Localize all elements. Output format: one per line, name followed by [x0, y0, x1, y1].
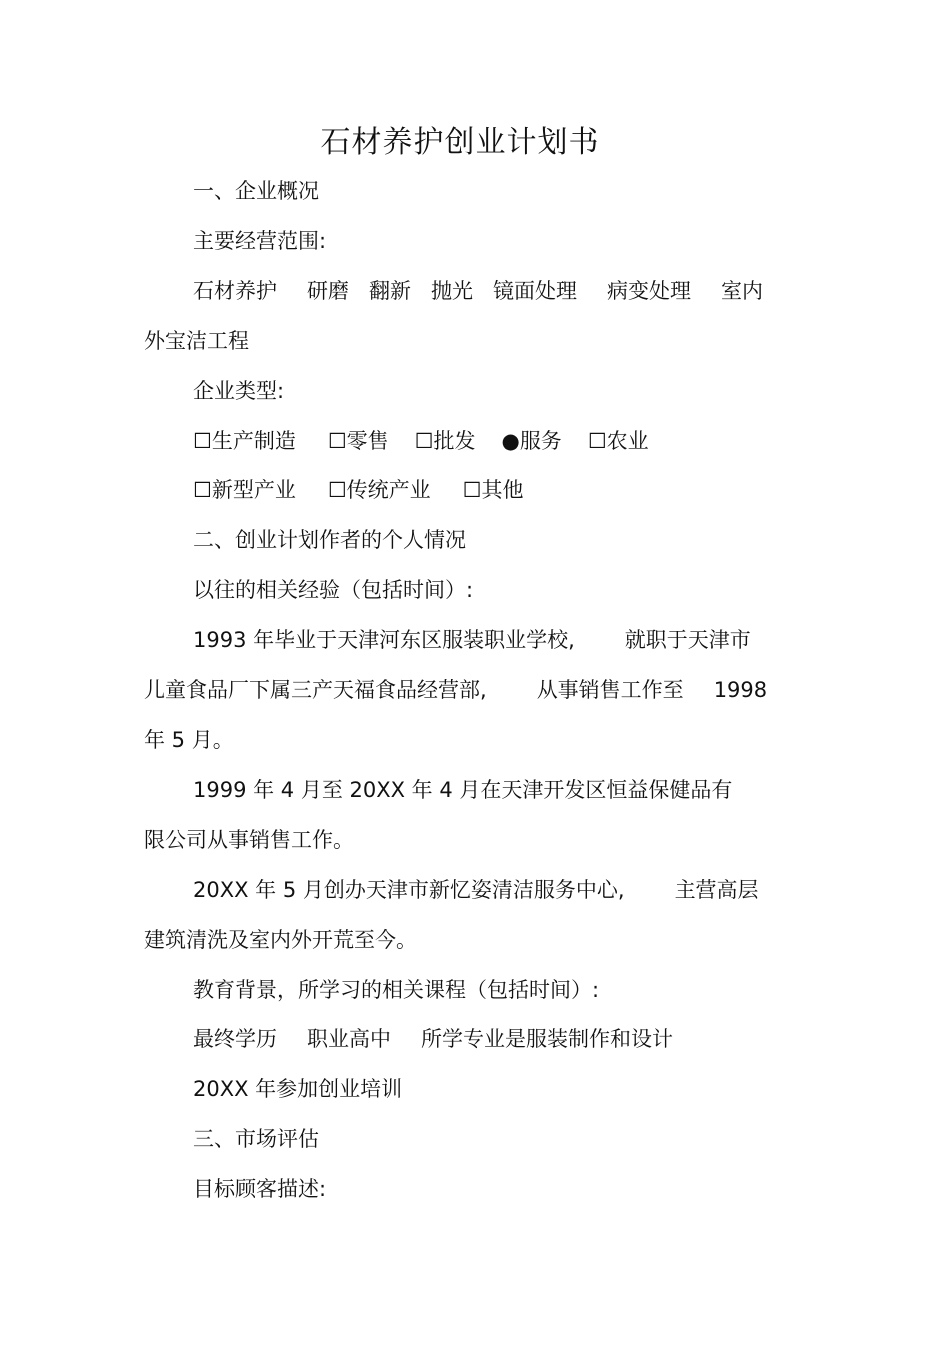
- experience-1-line2: 儿童食品厂下属三产天福食品经营部, 从事销售工作至 1998: [144, 678, 768, 702]
- experience-3-line2: 建筑清洗及室内外开荒至今。: [144, 928, 417, 952]
- business-type-options-row2: [193, 475, 523, 505]
- experience-label: 以往的相关经验（包括时间）:: [193, 578, 474, 602]
- type-option-traditional-industry: ☐传统产业: [328, 475, 431, 505]
- target-customer-label: 目标顾客描述:: [193, 1177, 327, 1201]
- scope-item: 室内: [721, 279, 763, 303]
- experience-2-line2: 限公司从事销售工作。: [144, 828, 354, 852]
- education-label: 教育背景，所学习的相关课程（包括时间）:: [193, 978, 600, 1002]
- experience-3-line1: 20XX 年 5 月创办天津市新忆姿清洁服务中心, 主营高层: [193, 878, 759, 902]
- scope-item: 石材养护: [193, 279, 277, 303]
- type-option-manufacturing: ☐生产制造: [193, 426, 296, 456]
- experience-1-line1: 1993 年毕业于天津河东区服装职业学校, 就职于天津市: [193, 628, 751, 652]
- document-title: 石材养护创业计划书: [320, 125, 600, 160]
- business-type-options-row1: [193, 426, 649, 456]
- training-record: 20XX 年参加创业培训: [193, 1077, 403, 1101]
- type-option-service: ●服务: [501, 426, 561, 456]
- type-option-wholesale: ☐批发: [415, 426, 476, 456]
- scope-item: 抛光: [431, 279, 473, 303]
- section-heading-overview: 一、企业概况: [193, 179, 319, 203]
- filled-circle-icon: ●: [501, 429, 520, 453]
- scope-item: 翻新: [369, 279, 411, 303]
- business-type-label: 企业类型:: [193, 379, 285, 403]
- checkbox-icon: ☐: [462, 478, 482, 502]
- scope-item: 研磨: [307, 279, 349, 303]
- checkbox-icon: ☐: [327, 478, 347, 502]
- checkbox-icon: ☐: [587, 429, 607, 453]
- type-option-other: ☐其他: [463, 475, 524, 505]
- education-details: 最终学历 职业高中 所学专业是服装制作和设计: [193, 1027, 673, 1051]
- checkbox-icon: ☐: [193, 429, 212, 453]
- business-scope-label: 主要经营范围:: [193, 229, 327, 253]
- type-option-agriculture: ☐农业: [588, 426, 649, 456]
- type-option-new-industry: ☐新型产业: [193, 475, 296, 505]
- section-heading-market: 三、市场评估: [193, 1127, 319, 1151]
- business-scope-items: [193, 276, 763, 306]
- experience-1-line3: 年 5 月。: [144, 728, 234, 752]
- scope-item: 病变处理: [607, 279, 691, 303]
- checkbox-icon: ☐: [414, 429, 434, 453]
- scope-item: 镜面处理: [493, 279, 577, 303]
- business-scope-continued: 外宝洁工程: [144, 329, 249, 353]
- type-option-retail: ☐零售: [328, 426, 389, 456]
- section-heading-author: 二、创业计划作者的个人情况: [193, 528, 466, 552]
- checkbox-icon: ☐: [193, 478, 212, 502]
- checkbox-icon: ☐: [327, 429, 347, 453]
- experience-2-line1: 1999 年 4 月至 20XX 年 4 月在天津开发区恒益保健品有: [193, 778, 733, 802]
